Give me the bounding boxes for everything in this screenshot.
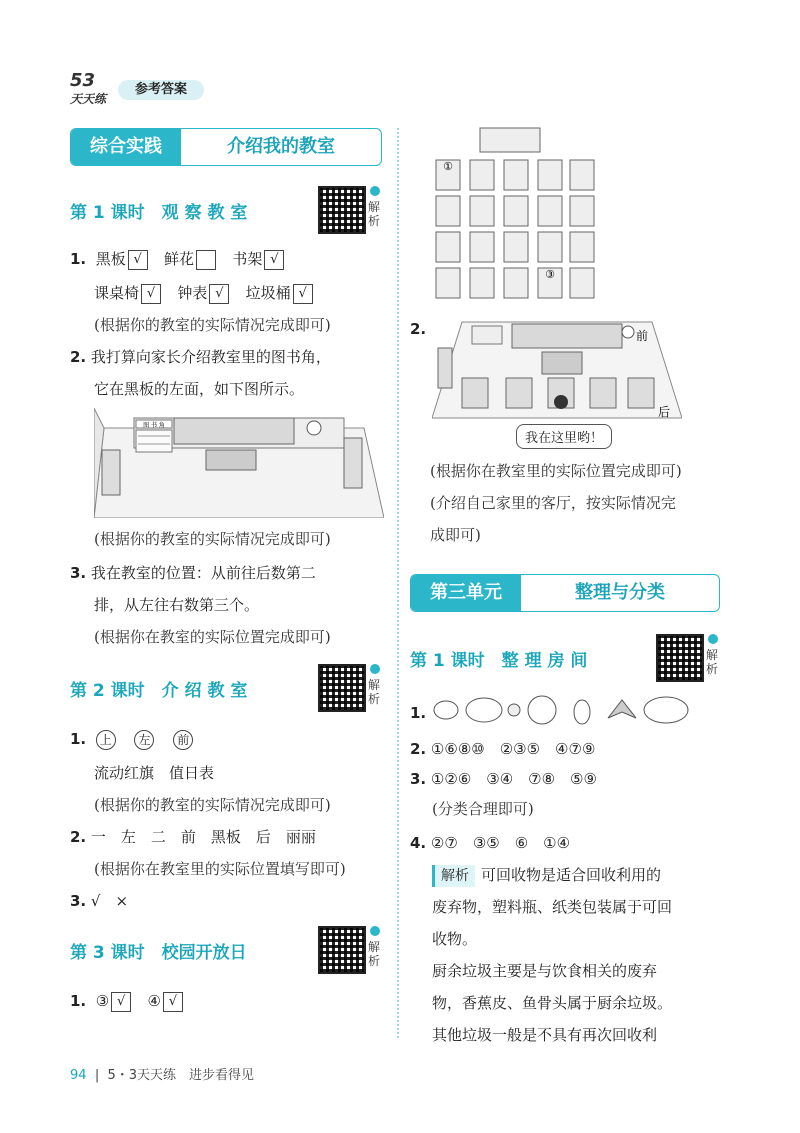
bee-icon <box>508 704 520 716</box>
unit-tag: 综合实践 <box>71 129 181 165</box>
note: (介绍自己家里的客厅，按实际情况完 <box>430 494 676 512</box>
seat-mark: ① <box>443 160 453 173</box>
classroom-front-illustration <box>94 408 384 518</box>
seating-chart-illustration <box>430 126 600 310</box>
circled-answer: 前 <box>173 730 193 750</box>
question-1-line-2: 流动红旗 值日表 <box>94 764 215 782</box>
qr-code-icon[interactable] <box>656 634 704 682</box>
question-2: 2. ①⑥⑧⑩ ②③⑤ ④⑦⑨ <box>410 740 596 758</box>
play-icon <box>708 634 718 644</box>
question-1: 1. 上 左 前 <box>70 728 207 750</box>
note: (根据你的教室的实际情况完成即可) <box>94 796 331 814</box>
analysis-tag: 解析 <box>432 865 475 887</box>
lesson-title: 第 1 课时 观 察 教 室 <box>70 203 248 223</box>
seal-icon <box>644 697 688 723</box>
speech-bubble: 我在这里哟！ <box>516 424 612 449</box>
circled-answer: 左 <box>134 730 154 750</box>
back-label: 后 <box>658 405 671 419</box>
classroom-back-illustration <box>432 318 682 428</box>
unit-title: 整理与分类 <box>575 582 665 603</box>
question-3-line-2: 排，从左往右数第三个。 <box>94 596 260 614</box>
series-name: 5・3天天练 进步看得见 <box>107 1068 255 1083</box>
play-icon <box>370 926 380 936</box>
front-label: 前 <box>636 329 649 343</box>
analysis-line: 废弃物，塑料瓶、纸类包装属于可回 <box>432 898 673 916</box>
page-number: 94 <box>70 1068 87 1083</box>
qr-code-icon[interactable] <box>318 664 366 712</box>
answer-badge: 参考答案 <box>118 80 204 100</box>
answer-box: √ <box>264 250 284 270</box>
unit-tag: 第三单元 <box>411 575 521 611</box>
note: 成即可) <box>430 526 481 544</box>
lesson-title: 第 1 课时 整 理 房 间 <box>410 651 588 671</box>
answer-box: √ <box>163 992 183 1012</box>
question-2-number: 2. <box>410 320 427 338</box>
duck-icon <box>528 696 556 724</box>
note: (根据你的教室的实际情况完成即可) <box>94 316 331 334</box>
logo: 53 天天练 <box>70 70 107 106</box>
answer-box: √ <box>141 284 161 304</box>
qr-code-icon[interactable] <box>318 186 366 234</box>
seat-mark: ③ <box>545 268 555 281</box>
note: (根据你的教室的实际情况完成即可) <box>94 530 331 548</box>
bookshelf-label: 图 书 角 <box>143 422 165 429</box>
frog-icon <box>434 701 458 719</box>
qr-code-icon[interactable] <box>318 926 366 974</box>
analysis-line: 收物。 <box>432 930 478 948</box>
note: (根据你在教室的实际位置完成即可) <box>94 628 331 646</box>
eagle-icon <box>608 700 636 718</box>
note: (根据你在教室里的实际位置填写即可) <box>94 860 346 878</box>
question-3: 3. √ × <box>70 892 129 910</box>
fish-icon <box>466 698 502 722</box>
analysis-line: 其他垃圾一般是不具有再次回收利 <box>432 1026 658 1044</box>
question-2-line-2: 它在黑板的左面，如下图所示。 <box>94 380 305 398</box>
rabbit-icon <box>574 700 590 724</box>
answer-box: √ <box>111 992 131 1012</box>
question-2: 2. 我打算向家长介绍教室里的图书角， <box>70 348 331 366</box>
note: (根据你在教室里的实际位置完成即可) <box>430 462 682 480</box>
circled-answer: 上 <box>96 730 116 750</box>
qr-label: 解析 <box>706 648 719 676</box>
qr-label: 解析 <box>368 200 381 228</box>
question-4: 4. ②⑦ ③⑤ ⑥ ①④ <box>410 834 571 852</box>
unit-banner <box>410 574 720 612</box>
play-icon <box>370 664 380 674</box>
footer-separator: | <box>94 1068 100 1083</box>
play-icon <box>370 186 380 196</box>
animal-row <box>432 690 692 730</box>
question-1: 1. 黑板 √ 鲜花 书架 √ <box>70 248 286 270</box>
analysis-line: 解析 可回收物是适合回收利用的 <box>432 864 661 887</box>
qr-label: 解析 <box>368 940 381 968</box>
lesson-title: 第 3 课时 校园开放日 <box>70 943 247 963</box>
analysis-line: 物，香蕉皮、鱼骨头属于厨余垃圾。 <box>432 994 673 1012</box>
note: (分类合理即可) <box>432 800 534 818</box>
unit-banner <box>70 128 382 166</box>
question-3: 3. 我在教室的位置：从前往后数第二 <box>70 564 316 582</box>
unit-title: 介绍我的教室 <box>227 136 335 157</box>
answer-box: √ <box>293 284 313 304</box>
answer-box: √ <box>128 250 148 270</box>
question-1: 1. ③ √ ④ √ <box>70 990 185 1012</box>
qr-label: 解析 <box>368 678 381 706</box>
question-2: 2. 一 左 二 前 黑板 后 丽丽 <box>70 828 316 846</box>
question-1-row-2: 课桌椅 √ 钟表 √ 垃圾桶 √ <box>94 282 315 304</box>
footer <box>70 1064 254 1083</box>
answer-box <box>196 250 216 270</box>
lesson-title: 第 2 课时 介 绍 教 室 <box>70 681 248 701</box>
column-divider <box>397 128 399 1038</box>
question-1-number: 1. <box>410 704 427 722</box>
question-3: 3. ①②⑥ ③④ ⑦⑧ ⑤⑨ <box>410 770 597 788</box>
analysis-line: 厨余垃圾主要是与饮食相关的废弃 <box>432 962 658 980</box>
answer-box: √ <box>209 284 229 304</box>
